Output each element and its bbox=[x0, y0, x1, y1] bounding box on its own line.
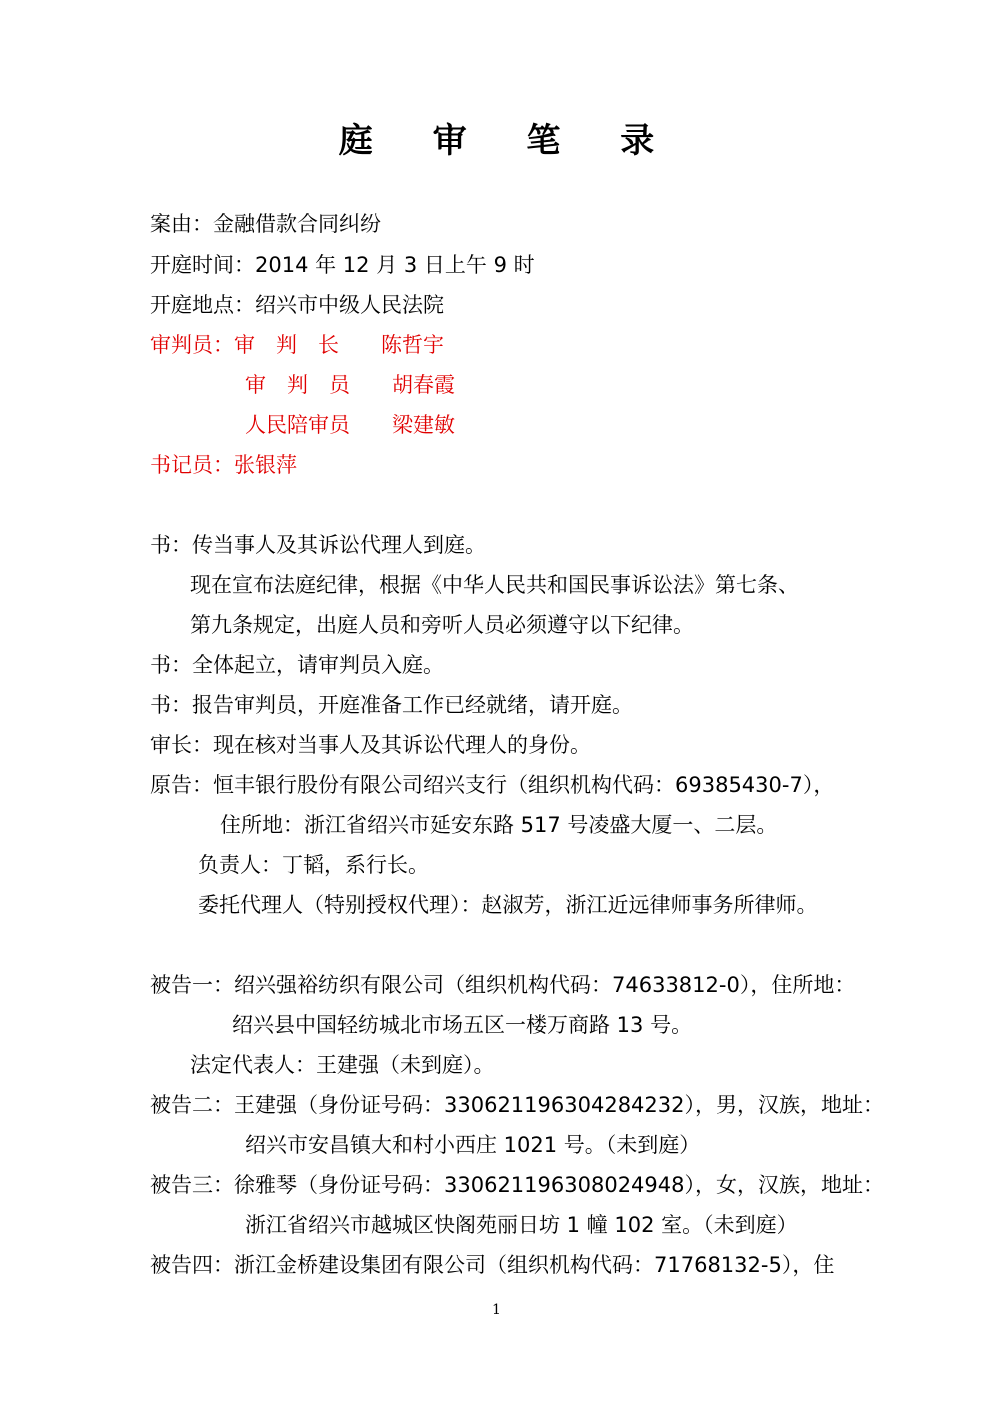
clerk-statement-2: 书：全体起立，请审判员入庭。 bbox=[150, 653, 444, 677]
document-title: 庭 审 笔 录 bbox=[338, 121, 679, 161]
plaintiff-agent: 委托代理人（特别授权代理）：赵淑芳，浙江近远律师事务所律师。 bbox=[198, 893, 818, 917]
defendant-4: 被告四：浙江金桥建设集团有限公司（组织机构代码：71768132-5），住 bbox=[150, 1253, 835, 1277]
defendant-3: 被告三：徐雅琴（身份证号码：330621196308024948），女，汉族，地址： bbox=[150, 1173, 884, 1197]
clerk-statement-3: 书：报告审判员，开庭准备工作已经就绪，请开庭。 bbox=[150, 693, 633, 717]
plaintiff-address: 住所地：浙江省绍兴市延安东路 517 号凌盛大厦一、二层。 bbox=[220, 813, 778, 837]
judge-statement: 审长：现在核对当事人及其诉讼代理人的身份。 bbox=[150, 733, 591, 757]
court-discipline-1: 现在宣布法庭纪律，根据《中华人民共和国民事诉讼法》第七条、 bbox=[190, 573, 799, 597]
hearing-time: 开庭时间：2014 年 12 月 3 日上午 9 时 bbox=[150, 253, 535, 277]
defendant-1-address: 绍兴县中国轻纺城北市场五区一楼万商路 13 号。 bbox=[232, 1013, 693, 1037]
defendant-1: 被告一：绍兴强裕纺织有限公司（组织机构代码：74633812-0），住所地： bbox=[150, 973, 856, 997]
peoples-assessor: 人民陪审员 梁建敏 bbox=[245, 413, 455, 437]
defendant-3-address: 浙江省绍兴市越城区快阁苑丽日坊 1 幢 102 室。（未到庭） bbox=[245, 1213, 798, 1237]
plaintiff-representative: 负责人：丁韬，系行长。 bbox=[198, 853, 429, 877]
defendant-1-legal-rep: 法定代表人：王建强（未到庭）。 bbox=[190, 1053, 495, 1077]
court-discipline-2: 第九条规定，出庭人员和旁听人员必须遵守以下纪律。 bbox=[190, 613, 694, 637]
hearing-location: 开庭地点：绍兴市中级人民法院 bbox=[150, 293, 444, 317]
defendant-2: 被告二：王建强（身份证号码：330621196304284232），男，汉族，地址： bbox=[150, 1093, 884, 1117]
judge-member: 审 判 员 胡春霞 bbox=[245, 373, 455, 397]
clerk-statement-1: 书：传当事人及其诉讼代理人到庭。 bbox=[150, 533, 486, 557]
page-number: 1 bbox=[492, 1302, 501, 1318]
case-cause: 案由：金融借款合同纠纷 bbox=[150, 212, 381, 236]
plaintiff: 原告：恒丰银行股份有限公司绍兴支行（组织机构代码：69385430-7）， bbox=[150, 773, 835, 797]
defendant-2-address: 绍兴市安昌镇大和村小西庄 1021 号。（未到庭） bbox=[245, 1133, 701, 1157]
judge-presiding: 审判员：审 判 长 陈哲宇 bbox=[150, 333, 444, 357]
court-clerk: 书记员：张银萍 bbox=[150, 453, 297, 477]
